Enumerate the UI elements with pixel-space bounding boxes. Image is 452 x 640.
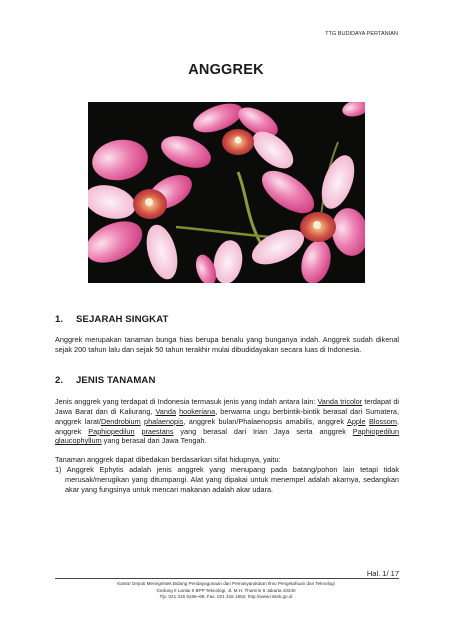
- section-heading-sejarah: [55, 314, 399, 325]
- list-item: 1) Anggrek Ephytis adalah jenis anggrek yang menupang pada batang/pohon lain tetapi tidak merusak/merugikan yang ditumpangi. Alat yang dipakai untuk menempel adalah akarnya, sedangkan akar yang fungsinya untuk mencari makanan adalah akar udara.: [55, 465, 399, 495]
- footer-line-3: Tlp. 021 316 9166~69, Fax. 021 316 1952; http://www.ristek.go.id: [159, 594, 293, 599]
- species-name: Paphiopedilun: [352, 426, 400, 436]
- species-name: Vanda tricolor: [317, 396, 363, 406]
- species-name: Blossom: [368, 416, 397, 426]
- text-run: yang berasal dari Jawa Tengah.: [101, 436, 207, 446]
- text-run: , berwarna ungu berbintik-bintik berasal dari Sumatera, anggrek larat/: [55, 406, 399, 426]
- text-run: yang berasal dari Irian Jaya serta anggrek: [173, 426, 353, 436]
- page-number: Hal. 1/ 17: [366, 569, 399, 578]
- text-run: Jenis anggrek yang terdapat di Indonesia termasuk jenis yang indah antara lain:: [55, 396, 318, 406]
- text-run: terdapat di Jawa Barat dan di Kaliurang,: [55, 396, 399, 416]
- text-run: , anggrek bulan/Phalaenopsis amabilis, anggrek: [183, 416, 347, 426]
- text-run: , anggrek: [55, 416, 399, 436]
- species-name: Paphiopedilun: [88, 426, 135, 436]
- section-heading-jenis: [55, 375, 399, 386]
- sejarah-paragraph: Anggrek merupakan tanaman bunga hias berupa benalu yang bunganya indah. Anggrek sudah dikenal sejak 200 tahun lalu dan sejak 50 tahun terakhir mulai dibudidayakan secara luas di Indonesia.: [55, 335, 399, 354]
- species-name: phalaenopis: [144, 416, 184, 426]
- orchid-illustration: [88, 102, 365, 283]
- jenis-intro-paragraph: Tanaman anggrek dapat dibedakan berdasarkan sifat hidupnya, yaitu:: [55, 455, 281, 465]
- jenis-paragraph: [55, 397, 399, 447]
- section-title: SEJARAH SINGKAT: [76, 314, 169, 325]
- footer-line-2: Gedung II Lantai 6 BPP Teknologi, Jl. M.H. Thamrin 8 Jakarta 10340: [156, 587, 296, 593]
- species-name: Dendrobium: [100, 416, 141, 426]
- species-name: glaucophyllum: [55, 436, 102, 446]
- document-body: [55, 314, 399, 495]
- orchid-photo: [88, 102, 365, 283]
- section-number: 2.: [55, 374, 64, 386]
- footer-divider: [55, 578, 399, 579]
- species-name: Vanda: [155, 406, 177, 416]
- species-name: praestans: [141, 426, 174, 436]
- section-number: 1.: [55, 314, 64, 325]
- section-title: JENIS TANAMAN: [76, 374, 156, 386]
- species-name: hookeriana: [179, 406, 216, 416]
- species-name: Apple: [346, 416, 366, 426]
- page-title: ANGGREK: [188, 62, 264, 78]
- document-header-tag: TTG BUDIDAYA PERTANIAN: [325, 31, 398, 37]
- footer-line-1: Kantor Deputi Menegristek Bidang Pendayagunaan dan Pemasyarakatan Ilmu Pengetahuan dan Teknologi: [117, 581, 335, 586]
